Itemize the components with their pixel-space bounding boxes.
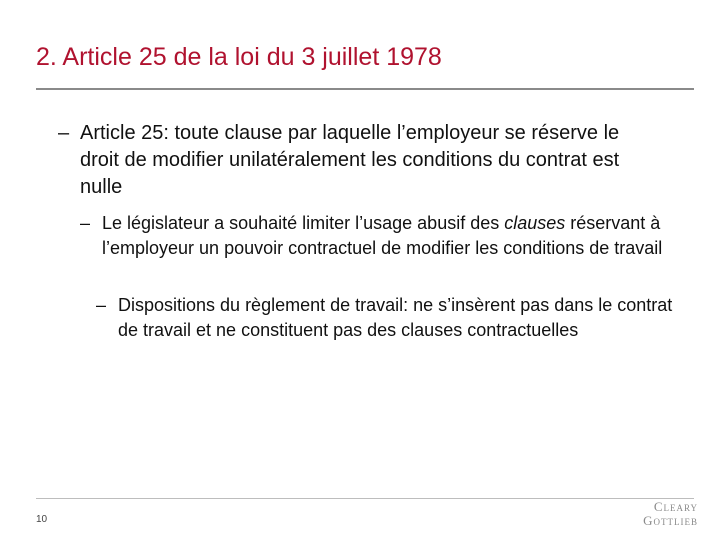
bullet-level-3 [96,293,696,343]
page-number: 10 [36,514,48,525]
title-divider [36,88,694,90]
bullet-level-1 [58,120,658,202]
footer-divider [36,498,694,499]
logo-line-1: Cleary [653,499,698,514]
firm-logo [643,500,698,527]
slide-title: 2. Article 25 de la loi du 3 juillet 1978 [36,43,442,71]
bullet-dash: – [80,213,91,233]
bullet-level-2-italic: clauses [504,213,566,233]
logo-line-2: Gottlieb [643,512,698,528]
bullet-dash: – [58,122,70,144]
bullet-dash: – [96,295,107,315]
bullet-level-2 [80,211,680,261]
bullet-level-3-text: Dispositions du règlement de travail: ne s’insèrent pas dans le contrat de travail et ne constituent pas des clauses contractuelles [118,295,673,340]
bullet-level-2-text-end: réservant à l’employeur un pouvoir contractuel de modifier les conditions de travail [102,213,663,258]
bullet-level-2-text-start: Le législateur a souhaité limiter l’usage abusif des [102,213,505,233]
bullet-level-1-text: Article 25: toute clause par laquelle l’employeur se réserve le droit de modifier unilatéralement les conditions du contrat est nulle [80,122,620,199]
